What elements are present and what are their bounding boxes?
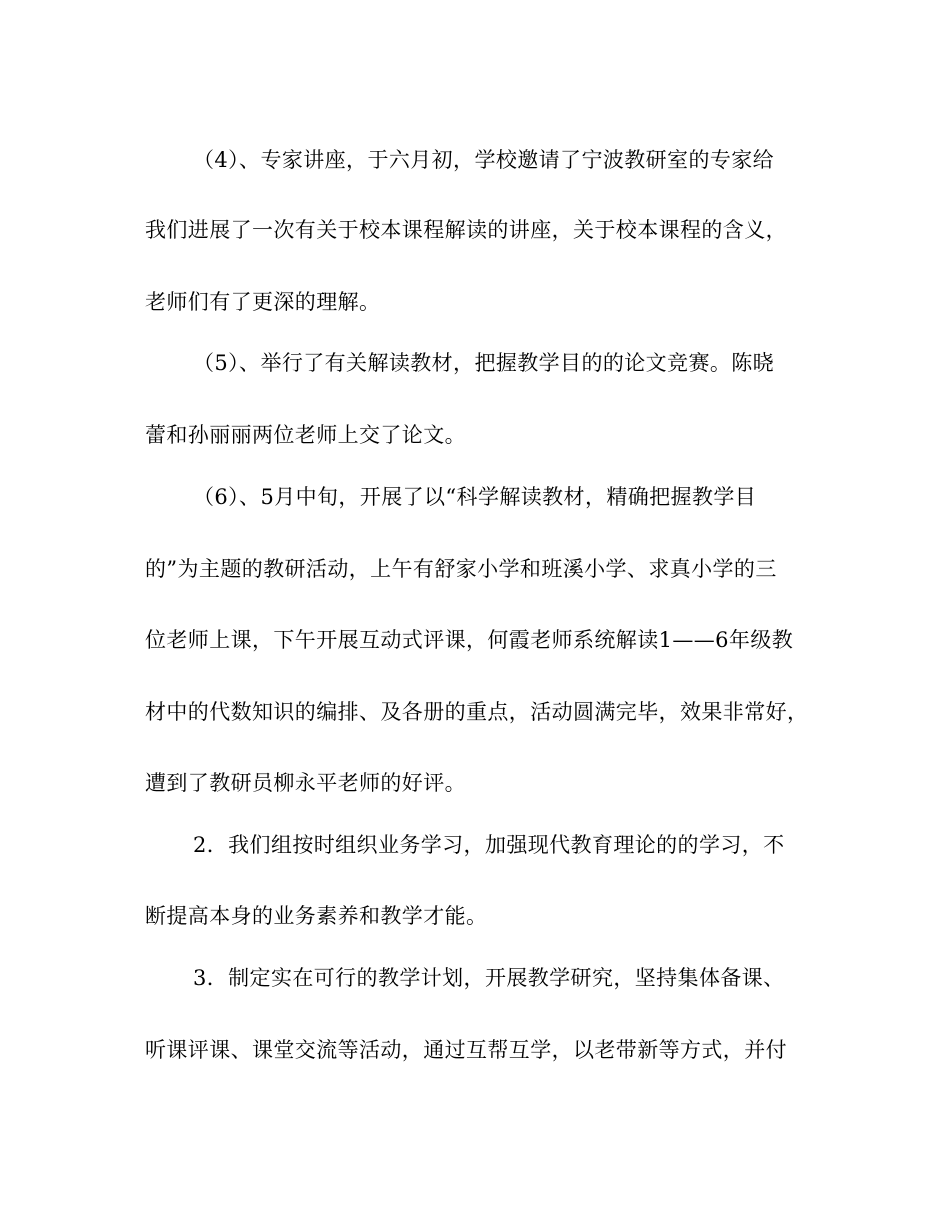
paragraph-line: （4）、专家讲座，于六月初，学校邀请了宁波教研室的专家给 xyxy=(193,148,775,172)
paragraph-line: 的”为主题的教研活动，上午有舒家小学和班溪小学、求真小学的三 xyxy=(145,557,777,581)
paragraph-line: 3．制定实在可行的教学计划，开展教学研究，坚持集体备课、 xyxy=(193,966,785,990)
paragraph-line: （6）、5月中旬，开展了以“科学解读教材，精确把握教学目 xyxy=(193,485,757,509)
paragraph-line: 2．我们组按时组织业务学习，加强现代教育理论的的学习，不 xyxy=(193,833,785,857)
paragraph-line: 遭到了教研员柳永平老师的好评。 xyxy=(145,771,466,795)
paragraph-line: 蕾和孙丽丽两位老师上交了论文。 xyxy=(145,423,466,447)
paragraph-line: 断提高本身的业务素养和教学才能。 xyxy=(145,904,488,928)
paragraph-line: 材中的代数知识的编排、及各册的重点，活动圆满完毕，效果非常好， xyxy=(145,700,809,724)
paragraph-line: 位老师上课，下午开展互动式评课，何霞老师系统解读1——6年级教 xyxy=(145,628,794,652)
paragraph-line: 我们进展了一次有关于校本课程解读的讲座，关于校本课程的含义， xyxy=(145,218,787,242)
paragraph-line: 听课评课、课堂交流等活动，通过互帮互学，以老带新等方式，并付 xyxy=(145,1038,787,1062)
paragraph-line: （5）、举行了有关解读教材，把握教学目的的论文竞赛。陈晓 xyxy=(193,351,775,375)
paragraph-line: 老师们有了更深的理解。 xyxy=(145,290,381,314)
